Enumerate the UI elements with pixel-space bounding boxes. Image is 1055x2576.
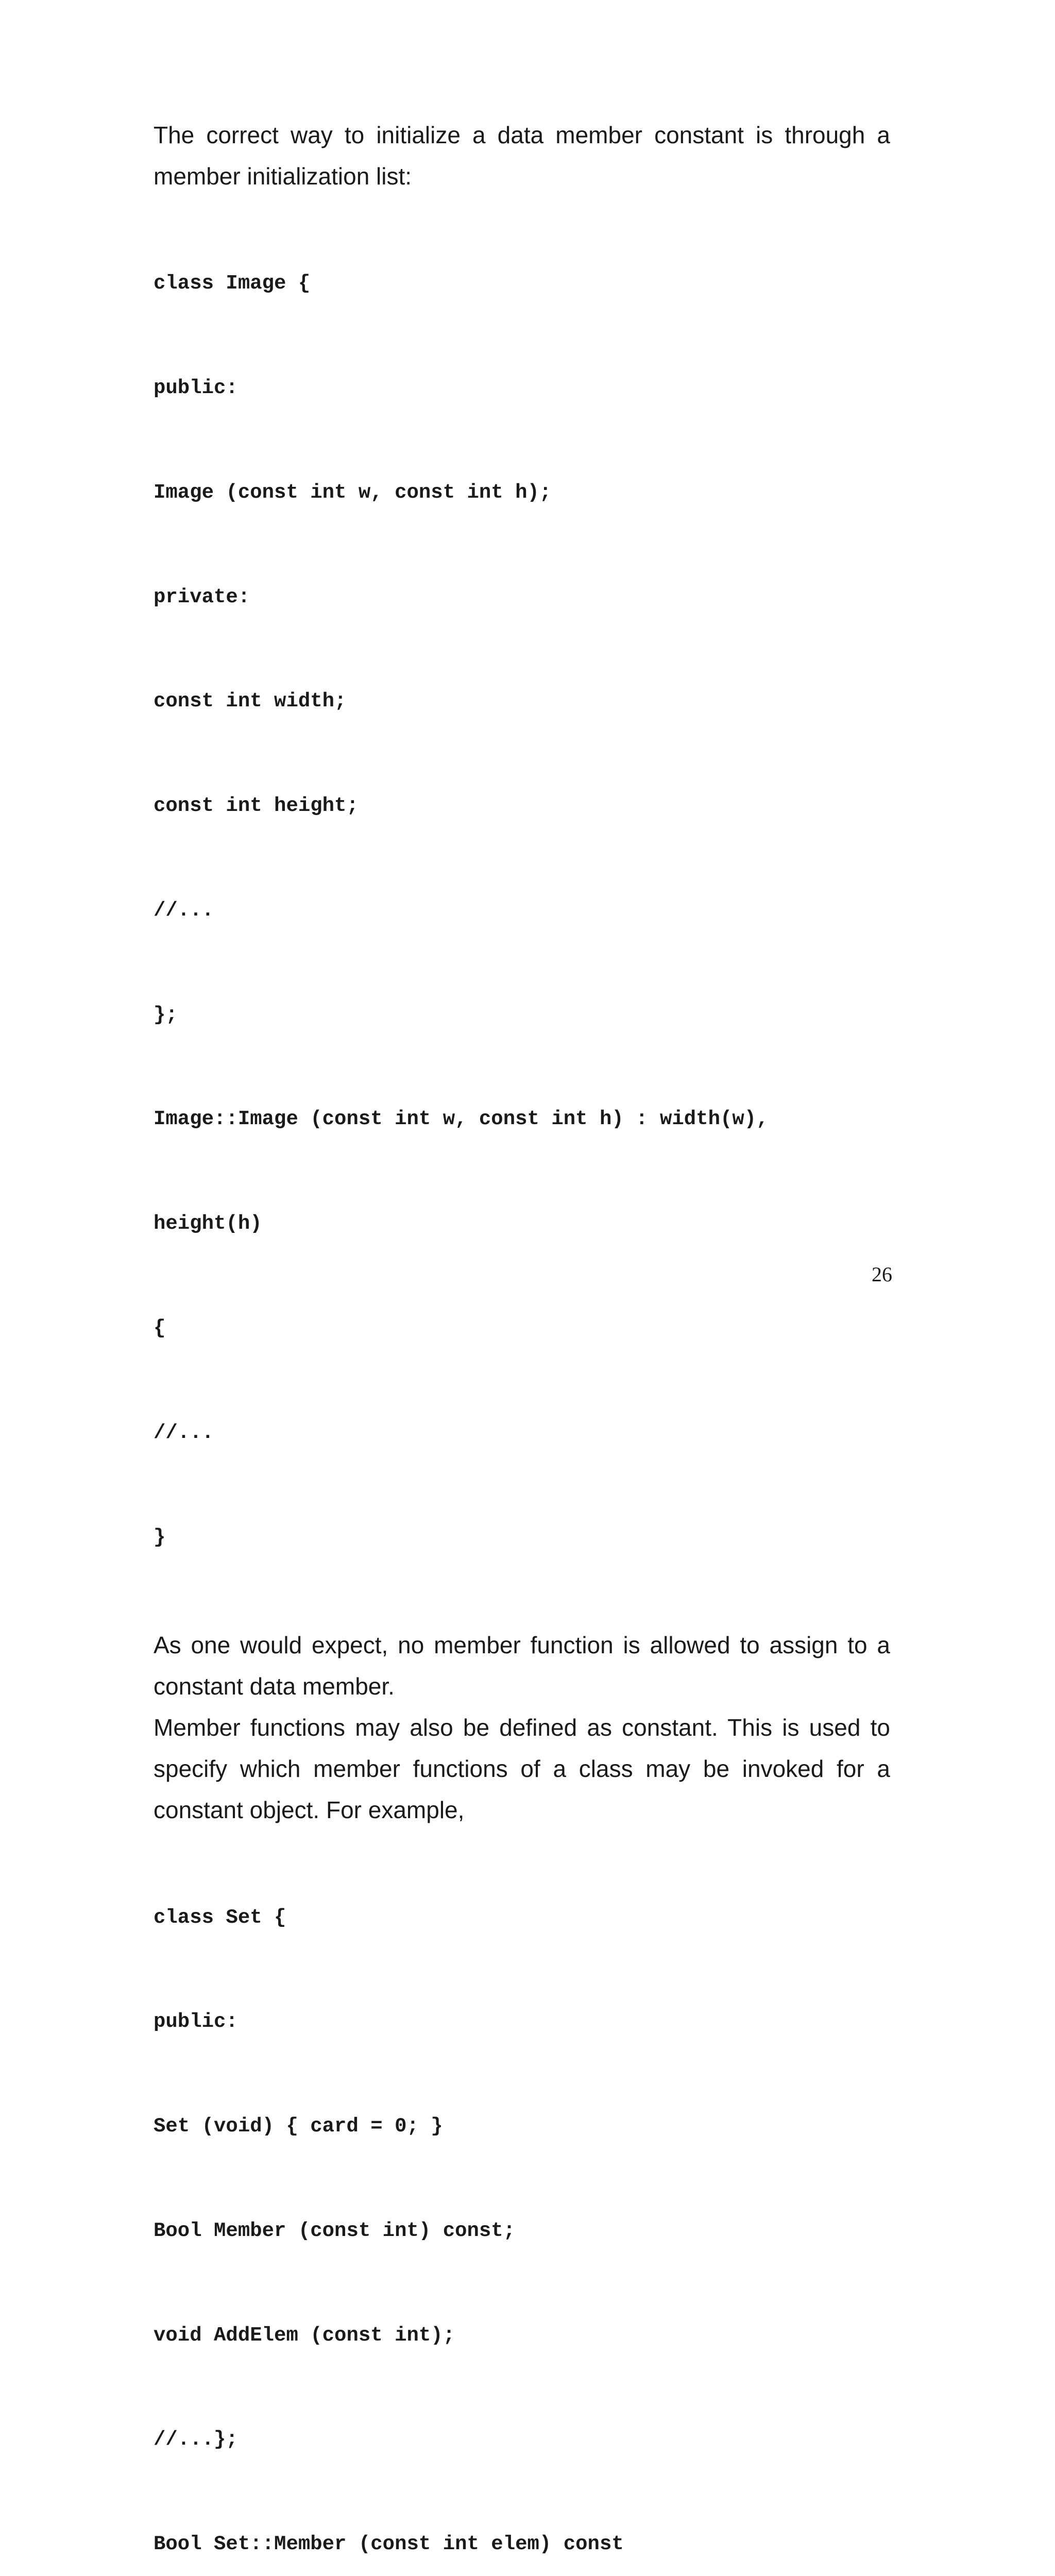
- code-line: const int height;: [154, 794, 359, 818]
- code-line: }: [154, 1526, 166, 1549]
- code-block-image-class: [154, 197, 890, 1624]
- code-line: class Image {: [154, 272, 311, 295]
- page-content: [154, 114, 890, 2576]
- code-line: Bool Set::Member (const int elem) const: [154, 2533, 624, 2556]
- code-line: //...: [154, 899, 214, 922]
- code-line: //...: [154, 1421, 214, 1444]
- code-line: Image::Image (const int w, const int h) : width(w),: [154, 1108, 769, 1131]
- page-number: 26: [872, 1263, 892, 1286]
- code-line: //...};: [154, 2428, 238, 2451]
- paragraph-no-assign: As one would expect, no member function is allowed to assign to a constant data member.: [154, 1632, 890, 1700]
- code-line: Set (void) { card = 0; }: [154, 2115, 443, 2138]
- code-line: Image (const int w, const int h);: [154, 481, 552, 504]
- code-line: private:: [154, 585, 250, 608]
- paragraph-initialization-list: The correct way to initialize a data member constant is through a member initialization list:: [154, 122, 890, 190]
- code-line: void AddElem (const int);: [154, 2324, 455, 2347]
- code-line: public:: [154, 376, 238, 399]
- code-line: {: [154, 1317, 166, 1340]
- code-line: height(h): [154, 1212, 262, 1235]
- code-line: public:: [154, 2010, 238, 2033]
- code-line: const int width;: [154, 690, 347, 713]
- code-line: class Set {: [154, 1906, 286, 1929]
- code-line: Bool Member (const int) const;: [154, 2219, 516, 2242]
- code-block-set-class: [154, 1831, 890, 2576]
- code-line: };: [154, 1003, 178, 1026]
- paragraph-const-member-functions: Member functions may also be defined as constant. This is used to specify which member functions of a class may be invoked for a constant object. For example,: [154, 1714, 890, 1824]
